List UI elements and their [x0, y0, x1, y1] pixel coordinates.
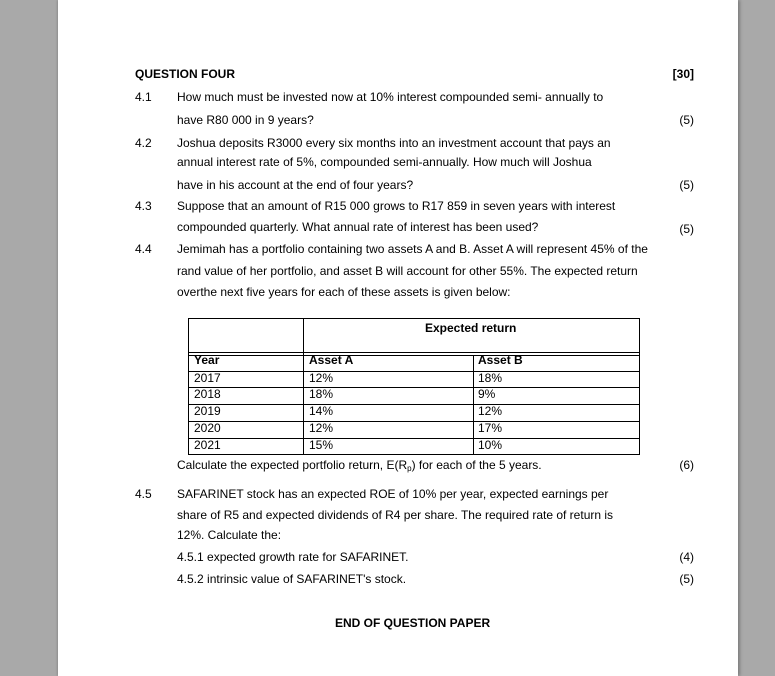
table-cell-asset-a: 14% [309, 404, 334, 418]
q41-line1: How much must be invested now at 10% interest compounded semi- annually to [177, 90, 604, 104]
q43-number: 4.3 [135, 199, 152, 213]
table-cell-year: 2017 [194, 371, 221, 385]
q43-line1: Suppose that an amount of R15 000 grows to R17 859 in seven years with interest [177, 199, 616, 213]
q42-line3: have in his account at the end of four years? [177, 178, 414, 192]
q42-marks: (5) [679, 178, 694, 192]
q45-line2: share of R5 and expected dividends of R4 per share. The required rate of return is [177, 508, 614, 522]
q451-text: 4.5.1 expected growth rate for SAFARINET. [177, 550, 409, 564]
q45-line3: 12%. Calculate the: [177, 528, 282, 542]
table-cell-asset-a: 12% [309, 371, 334, 385]
table-cell-year: 2019 [194, 404, 221, 418]
q41-number: 4.1 [135, 90, 152, 104]
table-cell-asset-a: 12% [309, 421, 334, 435]
q45-line1: SAFARINET stock has an expected ROE of 10% per year, expected earnings per [177, 487, 609, 501]
q43-line2: compounded quarterly. What annual rate of interest has been used? [177, 220, 539, 234]
table-cell-asset-b: 18% [478, 371, 503, 385]
expected-return-table [188, 318, 640, 455]
q42-line2: annual interest rate of 5%, compounded semi-annually. How much will Joshua [177, 155, 592, 169]
table-cell-asset-b: 17% [478, 421, 503, 435]
q41-marks: (5) [679, 113, 694, 127]
total-marks: [30] [672, 67, 694, 81]
q44-number: 4.4 [135, 242, 152, 256]
q43-marks: (5) [679, 222, 694, 236]
table-cell-asset-a: 18% [309, 387, 334, 401]
q42-number: 4.2 [135, 136, 152, 150]
document-page [58, 0, 738, 676]
q44-line3: overthe next five years for each of these assets is given below: [177, 285, 511, 299]
column-header-asset-a: Asset A [309, 353, 354, 367]
column-header-asset-b: Asset B [478, 353, 523, 367]
q452-marks: (5) [679, 572, 694, 586]
table-cell-year: 2021 [194, 438, 221, 452]
column-header-year: Year [194, 353, 220, 367]
q42-line1: Joshua deposits R3000 every six months into an investment account that pays an [177, 136, 611, 150]
q451-marks: (4) [679, 550, 694, 564]
q44-marks: (6) [679, 458, 694, 472]
end-of-paper: END OF QUESTION PAPER [335, 616, 491, 630]
q45-number: 4.5 [135, 487, 152, 501]
question-heading: QUESTION FOUR [135, 67, 236, 81]
table-cell-year: 2020 [194, 421, 221, 435]
q44-line1: Jemimah has a portfolio containing two assets A and B. Asset A will represent 45% of the [177, 242, 648, 256]
q44-line2: rand value of her portfolio, and asset B will account for other 55%. The expected return [177, 264, 638, 278]
table-cell-asset-a: 15% [309, 438, 334, 452]
table-cell-year: 2018 [194, 387, 221, 401]
table-cell-asset-b: 9% [478, 387, 496, 401]
q41-line2: have R80 000 in 9 years? [177, 113, 314, 127]
q452-text: 4.5.2 intrinsic value of SAFARINET's stock. [177, 572, 407, 586]
q44-calc-instruction: Calculate the expected portfolio return, $E(R_p)$ for each of the 5 years. [177, 458, 542, 473]
table-cell-asset-b: 10% [478, 438, 503, 452]
table-header-expected-return: Expected return [425, 321, 517, 335]
table-cell-asset-b: 12% [478, 404, 503, 418]
